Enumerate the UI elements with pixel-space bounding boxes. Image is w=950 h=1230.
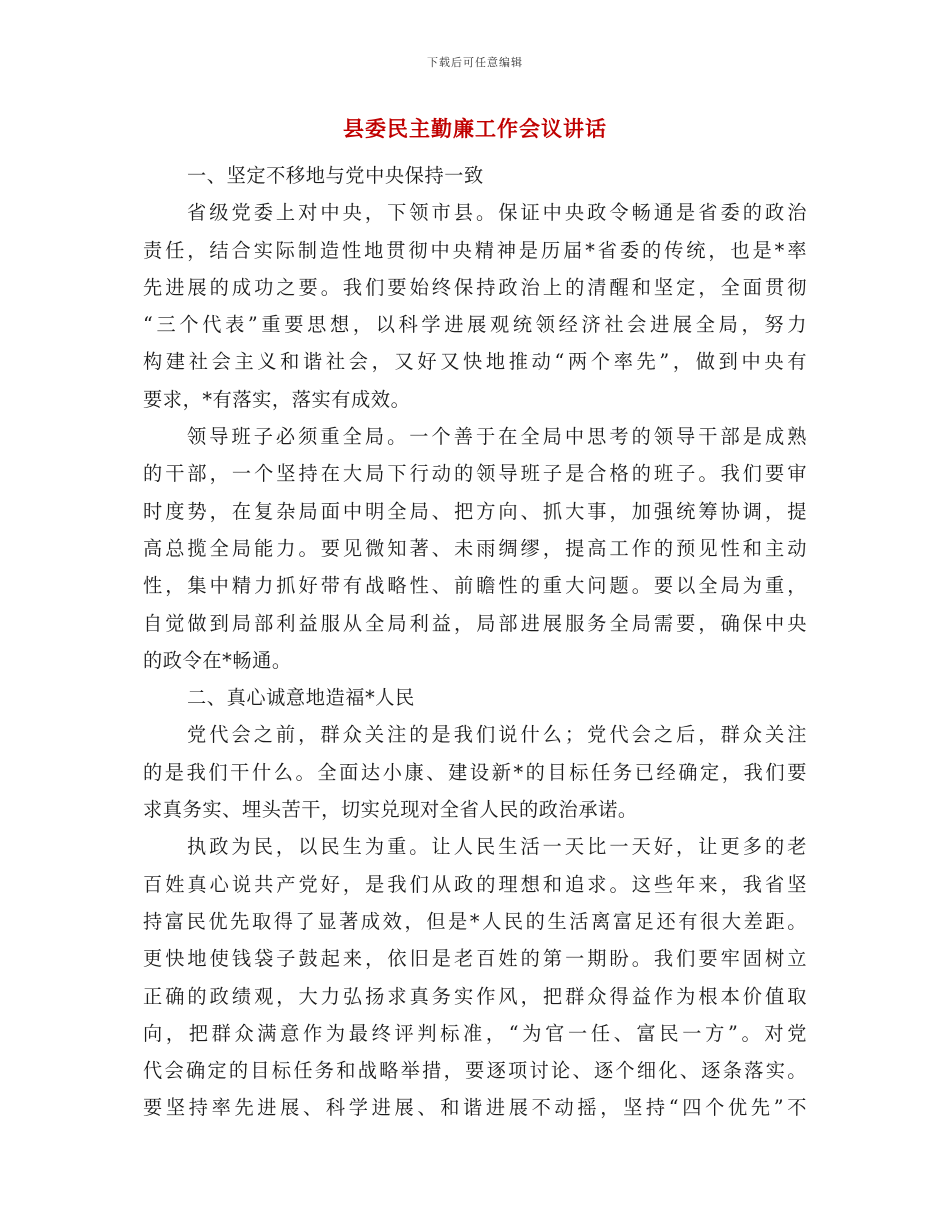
text-line: 党代会之前，群众关注的是我们说什么；党代会之后，群众关注 [187, 723, 807, 747]
text-line: “三个代表”重要思想，以科学进展观统领经济社会进展全局，努力 [143, 313, 807, 337]
text-line: 持富民优先取得了显著成效，但是*人民的生活离富足还有很大差距。 [143, 909, 807, 933]
text-line: 高总揽全局能力。要见微知著、未雨绸缪，提高工作的预见性和主动 [143, 536, 807, 560]
text-line: 性，集中精力抓好带有战略性、前瞻性的重大问题。要以全局为重， [143, 574, 807, 598]
text-line: 百姓真心说共产党好，是我们从政的理想和追求。这些年来，我省坚 [143, 872, 807, 896]
text-line: 省级党委上对中央，下领市县。保证中央政令畅通是省委的政治 [187, 201, 807, 225]
text-line: 要坚持率先进展、科学进展、和谐进展不动摇，坚持“四个优先”不 [143, 1096, 807, 1120]
text-line: 向，把群众满意作为最终评判标准，“为官一任、富民一方”。对党 [143, 1021, 807, 1045]
text-line: 执政为民，以民生为重。让人民生活一天比一天好，让更多的老 [187, 835, 807, 859]
text-line: 领导班子必须重全局。一个善于在全局中思考的领导干部是成熟 [187, 425, 807, 449]
text-line: 责任，结合实际制造性地贯彻中央精神是历届*省委的传统，也是*率 [143, 238, 807, 262]
text-line: 构建社会主义和谐社会，又好又快地推动“两个率先”，做到中央有 [143, 350, 807, 374]
text-line: 求真务实、埋头苦干，切实兑现对全省人民的政治承诺。 [143, 798, 638, 822]
text-line: 一、坚定不移地与党中央保持一致 [187, 164, 484, 187]
text-line: 的是我们干什么。全面达小康、建设新*的目标任务已经确定，我们要 [143, 760, 807, 784]
text-line: 自觉做到局部利益服从全局利益，局部进展服务全局需要，确保中央 [143, 611, 807, 635]
text-line: 二、真心诚意地造福*人民 [187, 686, 415, 710]
text-line: 正确的政绩观，大力弘扬求真务实作风，把群众得益作为根本价值取 [143, 984, 807, 1008]
text-line: 时度势，在复杂局面中明全局、把方向、抓大事，加强统筹协调，提 [143, 499, 807, 523]
document-body [143, 157, 807, 1127]
text-line: 更快地使钱袋子鼓起来，依旧是老百姓的第一期盼。我们要牢固树立 [143, 947, 807, 971]
header-note: 下载后可任意编辑 [427, 56, 523, 69]
text-line: 先进展的成功之要。我们要始终保持政治上的清醒和坚定，全面贯彻 [143, 275, 807, 299]
text-line: 的干部，一个坚持在大局下行动的领导班子是合格的班子。我们要审 [143, 462, 807, 486]
document-title: 县委民主勤廉工作会议讲话 [343, 117, 607, 141]
text-line: 代会确定的目标任务和战略举措，要逐项讨论、逐个细化、逐条落实。 [143, 1059, 807, 1083]
text-line: 的政令在*畅通。 [143, 648, 292, 672]
text-line: 要求，*有落实，落实有成效。 [143, 387, 411, 411]
